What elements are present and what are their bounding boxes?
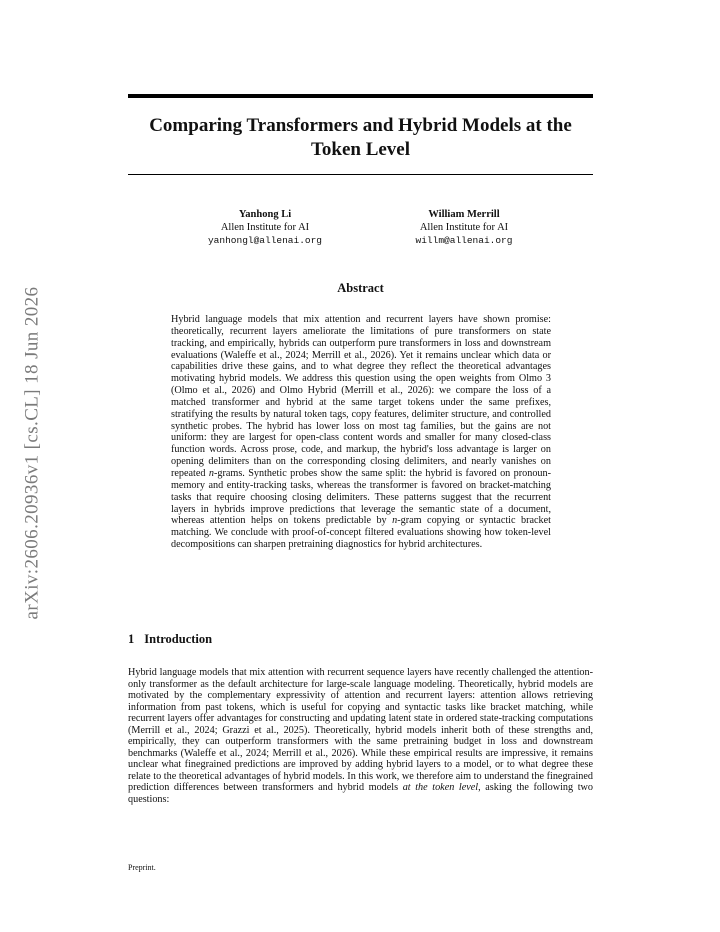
author-block-2 bbox=[354, 208, 574, 247]
section-heading-introduction bbox=[128, 632, 212, 647]
abstract-text-part: Hybrid language models that mix attention and recurrent layers have shown promise: theoretically, recurrent layers ameliorate the limitations of pure transformers on state tracking, and empirically, hybrids can outperform pure transformers in loss and downstream evaluations (Waleffe et al., 2024; Merrill et al., 2026). Yet it remains unclear which data or capabilities drive these gains, and to what degree they reflect the theoretical advantages motivating hybrid models. We address this question using the open weights from Olmo 3 (Olmo et al., 2026) and Olmo Hybrid (Merrill et al., 2026): we compare the loss of a matched transformer and hybrid at the same target tokens under the same prefixes, stratifying the results by natural token tags, copy features, delimiter structure, and controlled synthetic probes. The hybrid has lower loss on most tag families, but the gains are not uniform: they are largest for open-class content words and smaller for many closed-class function words. Across prose, code, and markup, the hybrid's loss advantage is larger on opening delimiters than on the corresponding closing delimiters, and nearly vanishes on repeated bbox=[171, 314, 551, 479]
abstract-math-n: n bbox=[208, 467, 214, 479]
title-bottom-rule bbox=[128, 174, 593, 175]
section-number: 1 bbox=[128, 632, 135, 646]
intro-text-part: Hybrid language models that mix attention with recurrent sequence layers have recently challenged the attention-only transformer as the default architecture for large-scale language modeling. Theoretically, hybrid models are motivated by the complementary expressivity of attention and recurrent layers: attention allows retrieving information from past tokens, which is useful for copying and syntactic tasks like bracket matching, while recurrent layers offer advantages for constructing and updating latent state in ordered state-tracking computations (Merrill et al., 2024; Grazzi et al., 2025). Theoretically, hybrid models inherit both of these strengths and, empirically, they can outperform transformers with the same pretraining budget in loss and downstream benchmarks (Waleffe et al., 2024; Merrill et al., 2026). While these empirical results are impressive, it remains unclear what finegrained predictions are improved by adding hybrid layers to a model, or to what degree these relate to the theoretical advantages of hybrid models. In this work, we therefore aim to understand the finegrained prediction differences between transformers and hybrid models bbox=[128, 667, 593, 794]
title-top-rule bbox=[128, 94, 593, 98]
author-block-1 bbox=[155, 208, 375, 247]
arxiv-identifier-text: arXiv:2606.20936v1 [cs.CL] 18 Jun 2026 bbox=[21, 286, 42, 620]
abstract-text-part: -gram copying or syntactic bracket matching. We conclude with proof-of-concept filtered evaluations showing how token-level decompositions can sharpen pretraining diagnostics for hybrid architectures. bbox=[171, 515, 551, 551]
intro-emphasis: at the token level bbox=[402, 782, 479, 794]
abstract-math-n: n bbox=[392, 515, 398, 527]
author-email: willm@allenai.org bbox=[415, 235, 513, 246]
arxiv-identifier-stamp bbox=[12, 263, 52, 643]
author-name: William Merrill bbox=[428, 209, 500, 220]
introduction-text bbox=[128, 667, 593, 806]
author-email: yanhongl@allenai.org bbox=[207, 235, 323, 246]
author-affiliation: Allen Institute for AI bbox=[220, 222, 310, 233]
preprint-footer: Preprint. bbox=[128, 863, 156, 872]
author-name: Yanhong Li bbox=[238, 209, 292, 220]
intro-text-part: , asking the following two questions: bbox=[128, 782, 593, 806]
abstract-text-part: -grams. Synthetic probes show the same split: the hybrid is favored on pronoun-memory and entity-tracking tasks, whereas the transformer is favored on bracket-matching tasks that require choosing closing delimiters. These patterns suggest that the recurrent layers in hybrids improve predictions that leverage the semantic state of a document, whereas attention helps on tokens predictable by bbox=[171, 467, 552, 527]
abstract-text bbox=[171, 314, 551, 551]
paper-title: Comparing Transformers and Hybrid Models at the Token Level bbox=[149, 115, 572, 160]
abstract-heading: Abstract bbox=[337, 281, 384, 295]
author-affiliation: Allen Institute for AI bbox=[419, 222, 509, 233]
section-title: Introduction bbox=[144, 632, 213, 646]
